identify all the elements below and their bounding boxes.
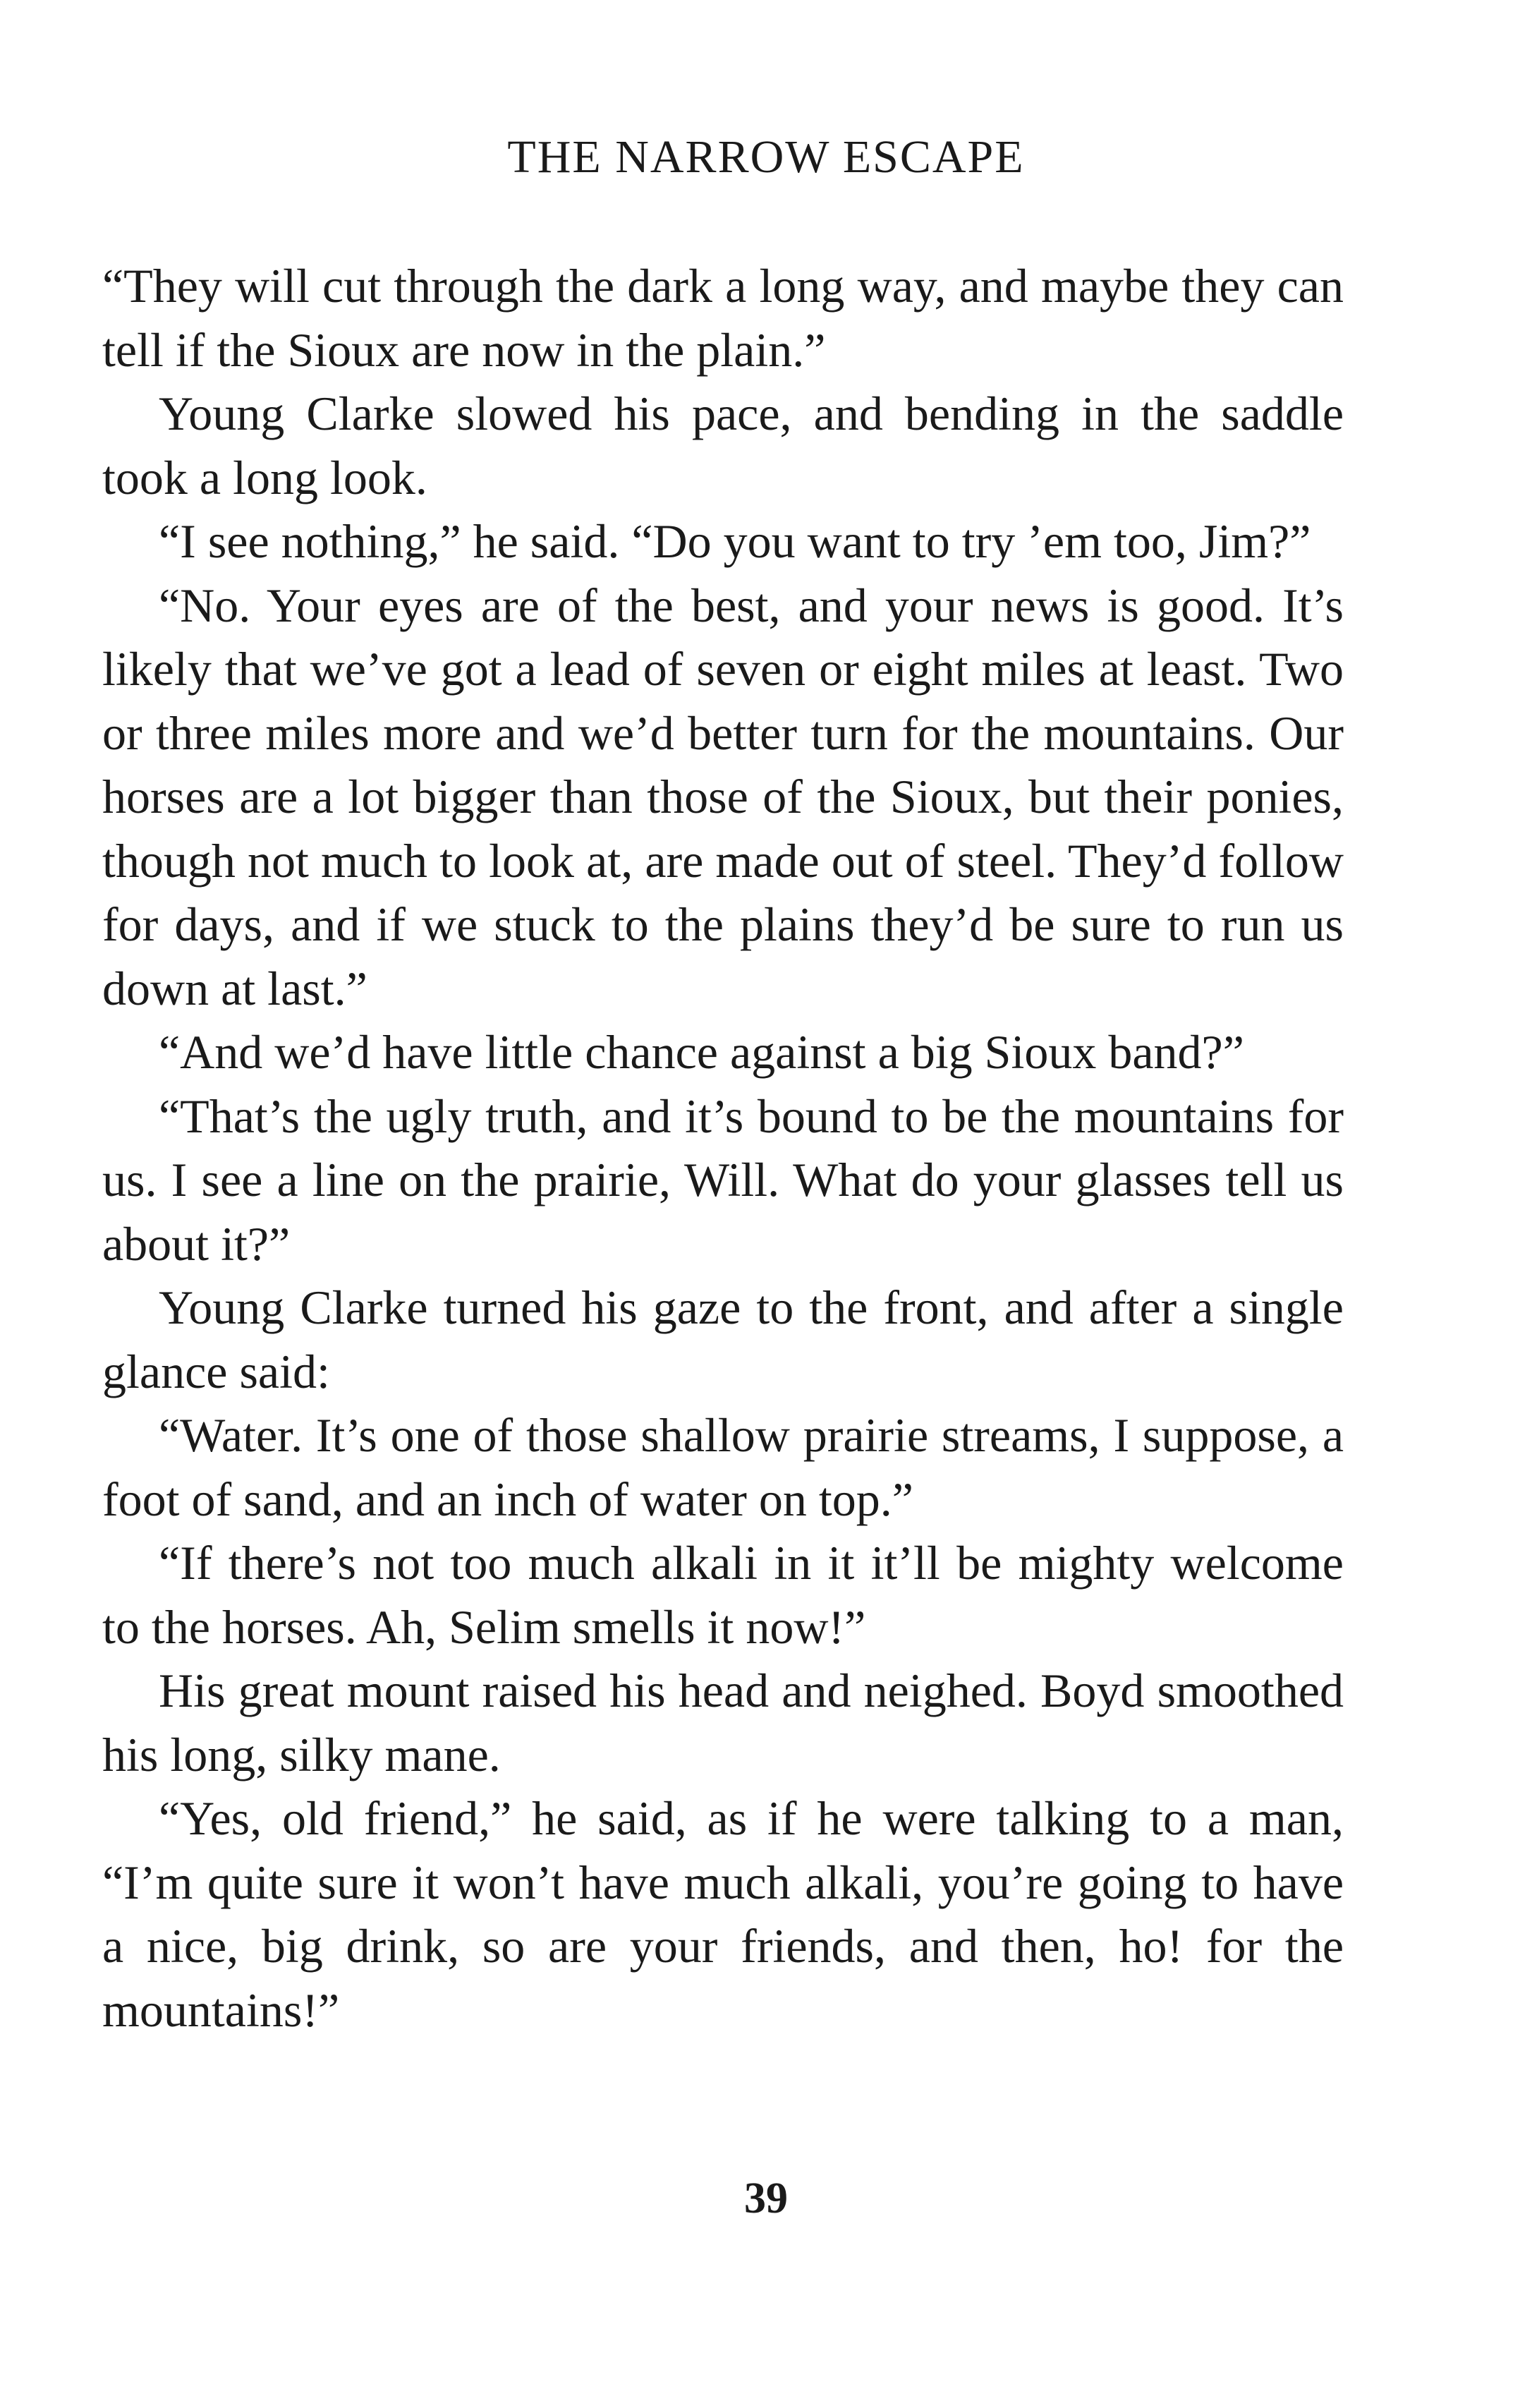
page-number: 39 xyxy=(744,2174,788,2222)
paragraph: “Water. It’s one of those shallow prairie streams, I suppose, a foot of sand, and an inch of water on top.” xyxy=(102,1408,1344,1526)
paragraph: Young Clarke slowed his pace, and bending in the saddle took a long look. xyxy=(102,387,1344,504)
paragraph: “Yes, old friend,” he said, as if he were talking to a man, “I’m quite sure it won’t have much alkali, you’re going to have a nice, big drink, so are your friends, and then, ho! for the mountains!” xyxy=(102,1791,1344,2037)
paragraph: His great mount raised his head and neighed. Boyd smoothed his long, silky mane. xyxy=(102,1664,1344,1781)
running-head: THE NARROW ESCAPE xyxy=(507,131,1025,183)
paragraph: “And we’d have little chance against a big Sioux band?” xyxy=(159,1025,1244,1079)
paragraph: “They will cut through the dark a long way, and maybe they can tell if the Sioux are now in the plain.” xyxy=(102,259,1344,377)
paragraph: “I see nothing,” he said. “Do you want to try ’em too, Jim?” xyxy=(159,514,1311,568)
body-text xyxy=(102,254,1344,2042)
paragraph: “That’s the ugly truth, and it’s bound to be the mountains for us. I see a line on the prairie, Will. What do your glasses tell us about it?” xyxy=(102,1089,1344,1271)
paragraph: “If there’s not too much alkali in it it’ll be mighty welcome to the horses. Ah, Selim smells it now!” xyxy=(102,1536,1344,1654)
paragraph: Young Clarke turned his gaze to the front, and after a single glance said: xyxy=(102,1281,1344,1398)
paragraph: “No. Your eyes are of the best, and your news is good. It’s likely that we’ve got a lead of seven or eight miles at least. Two or three miles more and we’d better turn for the mountains. Our horses are a lot bigger than those of the Sioux, but their ponies, though not much to look at, are made out of steel. They’d follow for days, and if we stuck to the plains they’d be sure to run us down at last.” xyxy=(102,578,1344,1015)
